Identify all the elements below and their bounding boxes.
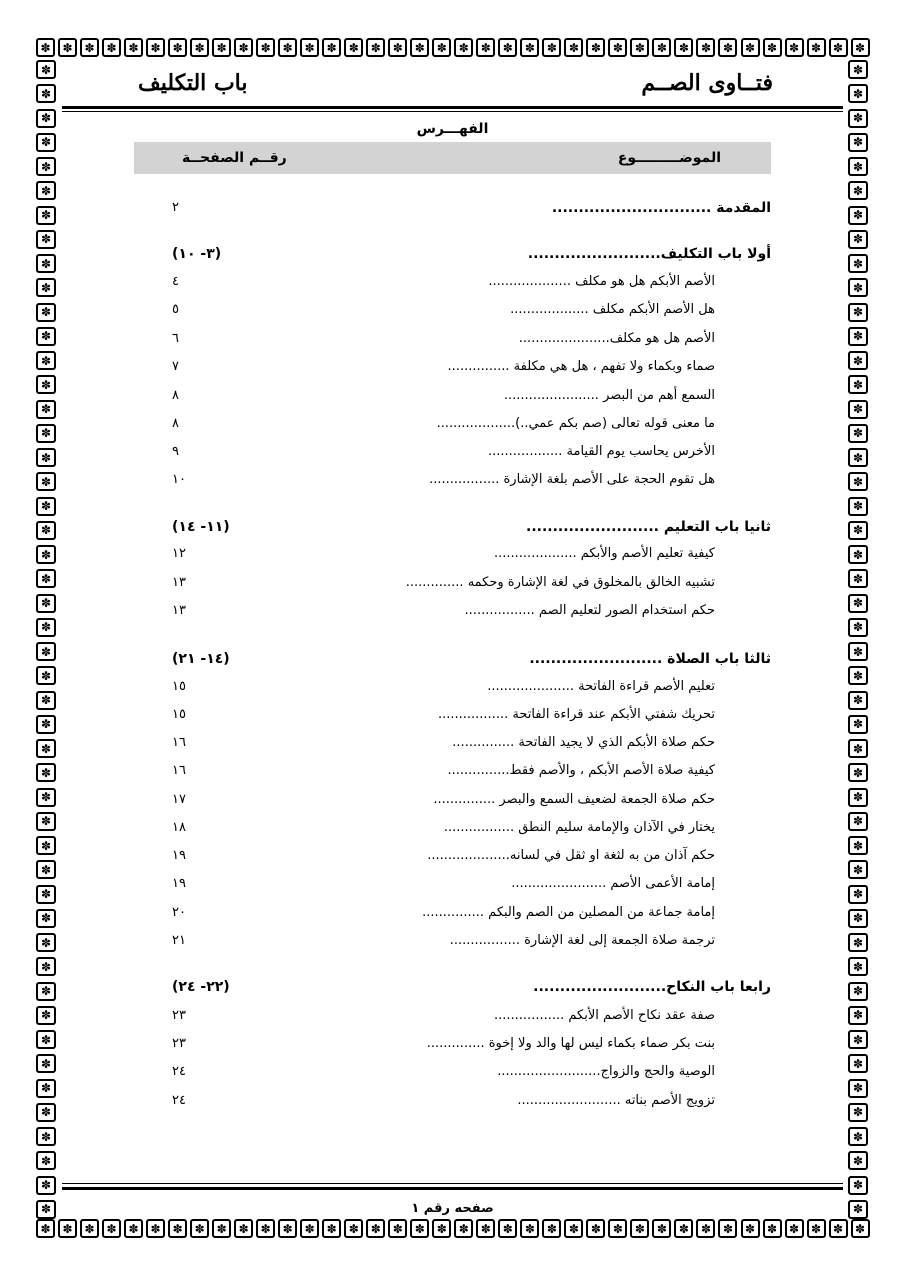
ornament-tile-icon: ✽ [36, 448, 56, 467]
ornament-tile-icon: ✽ [344, 38, 363, 57]
ornament-tile-icon: ✽ [696, 1219, 715, 1238]
ornament-tile-icon: ✽ [36, 1176, 56, 1195]
ornament-tile-icon: ✽ [454, 1219, 473, 1238]
ornament-tile-icon: ✽ [718, 38, 737, 57]
toc-entry-title: إمامة جماعة من المصلين من الصم والبكم ............... [422, 905, 715, 920]
toc-entry-row [134, 359, 771, 379]
toc-entry-row [134, 1093, 771, 1113]
ornament-tile-icon: ✽ [763, 38, 782, 57]
ornament-tile-icon: ✽ [58, 1219, 77, 1238]
ornament-tile-icon: ✽ [848, 1103, 868, 1122]
ornament-tile-icon: ✽ [36, 327, 56, 346]
ornament-tile-icon: ✽ [807, 38, 826, 57]
toc-section-row [134, 519, 771, 539]
ornament-tile-icon: ✽ [476, 38, 495, 57]
ornament-tile-icon: ✽ [212, 38, 231, 57]
toc-entry-title: صفة عقد نكاح الأصم الأبكم ................. [494, 1008, 715, 1023]
ornament-tile-icon: ✽ [300, 38, 319, 57]
ornament-tile-icon: ✽ [366, 1219, 385, 1238]
toc-entry-row [134, 820, 771, 840]
ornament-tile-icon: ✽ [848, 715, 868, 734]
toc-entry-page: ٦ [172, 331, 179, 346]
ornament-tile-icon: ✽ [388, 38, 407, 57]
toc-entry-page: ٢٤ [172, 1093, 186, 1108]
ornament-tile-icon: ✽ [36, 1103, 56, 1122]
toc-entry-row [134, 1064, 771, 1084]
header-rule-thin [62, 111, 843, 112]
toc-entry-row [134, 416, 771, 436]
ornament-tile-icon: ✽ [586, 1219, 605, 1238]
toc-entry-title: يختار في الآذان والإمامة سليم النطق ................. [443, 820, 715, 835]
ornament-tile-icon: ✽ [848, 351, 868, 370]
toc-entry-row [134, 707, 771, 727]
ornament-tile-icon: ✽ [36, 715, 56, 734]
ornament-tile-icon: ✽ [146, 1219, 165, 1238]
ornament-tile-icon: ✽ [322, 38, 341, 57]
ornament-tile-icon: ✽ [212, 1219, 231, 1238]
chapter-title: باب التكليف [138, 70, 248, 96]
ornament-tile-icon: ✽ [807, 1219, 826, 1238]
ornament-tile-icon: ✽ [848, 1151, 868, 1170]
ornament-tile-icon: ✽ [848, 545, 868, 564]
toc-entry-page: ٢٣ [172, 1008, 186, 1023]
ornament-tile-icon: ✽ [36, 254, 56, 273]
ornament-tile-icon: ✽ [36, 909, 56, 928]
ornament-tile-icon: ✽ [674, 38, 693, 57]
toc-entry-row [134, 792, 771, 812]
ornament-tile-icon: ✽ [741, 38, 760, 57]
ornament-tile-icon: ✽ [36, 181, 56, 200]
toc-entry-row [134, 876, 771, 896]
toc-entry-title: هل الأصم الأبكم مكلف ................... [510, 302, 715, 317]
toc-entry-row [134, 575, 771, 595]
ornament-tile-icon: ✽ [36, 230, 56, 249]
toc-entry-page: ١٥ [172, 707, 186, 722]
toc-entry-page: ٨ [172, 416, 179, 431]
ornament-tile-icon: ✽ [36, 642, 56, 661]
toc-entry-page: ١٧ [172, 792, 186, 807]
ornament-tile-icon: ✽ [542, 38, 561, 57]
ornament-tile-icon: ✽ [102, 1219, 121, 1238]
toc-entry-title: الأخرس يحاسب يوم القيامة .................. [488, 444, 715, 459]
toc-entry-title: بنت بكر صماء بكماء ليس لها والد ولا إخوة .............. [426, 1036, 715, 1051]
toc-entry-page: ٧ [172, 359, 179, 374]
toc-entry-page: ١٦ [172, 763, 186, 778]
ornament-tile-icon: ✽ [848, 133, 868, 152]
ornament-tile-icon: ✽ [476, 1219, 495, 1238]
ornament-tile-icon: ✽ [848, 666, 868, 685]
ornament-tile-icon: ✽ [36, 400, 56, 419]
toc-entry-page: ١٩ [172, 848, 186, 863]
ornament-tile-icon: ✽ [848, 763, 868, 782]
ornament-tile-icon: ✽ [366, 38, 385, 57]
toc-section-row [134, 200, 771, 220]
ornament-tile-icon: ✽ [848, 860, 868, 879]
ornament-tile-icon: ✽ [36, 763, 56, 782]
toc-entry-row [134, 1036, 771, 1056]
toc-entry-row [134, 546, 771, 566]
toc-entry-title: ما معنى قوله تعالى (صم بكم عمي..)................... [436, 416, 715, 431]
ornament-tile-icon: ✽ [36, 666, 56, 685]
toc-entry-page: ٨ [172, 388, 179, 403]
ornament-tile-icon: ✽ [741, 1219, 760, 1238]
header-rule-thick [62, 106, 843, 109]
toc-entry-page: (٢٢- ٢٤) [172, 979, 230, 995]
ornament-tile-icon: ✽ [36, 1200, 56, 1219]
toc-entry-title: أولا باب التكليف......................... [527, 246, 771, 262]
toc-entry-title: تزويج الأصم بناته ......................... [517, 1093, 715, 1108]
toc-entry-title: الوصية والحج والزواج......................... [497, 1064, 715, 1079]
ornament-tile-icon: ✽ [36, 38, 55, 57]
toc-entry-row [134, 679, 771, 699]
toc-entry-row [134, 302, 771, 322]
ornament-tile-icon: ✽ [848, 788, 868, 807]
ornament-tile-icon: ✽ [848, 885, 868, 904]
ornament-tile-icon: ✽ [848, 594, 868, 613]
ornament-tile-icon: ✽ [848, 909, 868, 928]
toc-entry-row [134, 603, 771, 623]
toc-entry-page: ٢٤ [172, 1064, 186, 1079]
toc-entry-page: ١٣ [172, 603, 186, 618]
ornament-tile-icon: ✽ [410, 1219, 429, 1238]
ornament-tile-icon: ✽ [848, 1176, 868, 1195]
toc-entry-page: ١٠ [172, 472, 186, 487]
toc-entry-title: تعليم الأصم قراءة الفاتحة ..................... [487, 679, 715, 694]
toc-entry-title: إمامة الأعمى الأصم ....................... [511, 876, 715, 891]
ornament-tile-icon: ✽ [190, 38, 209, 57]
ornament-tile-icon: ✽ [848, 1079, 868, 1098]
ornament-tile-icon: ✽ [36, 812, 56, 831]
toc-entry-row [134, 331, 771, 351]
ornament-tile-icon: ✽ [848, 618, 868, 637]
toc-entry-page: (٣- ١٠) [172, 246, 222, 262]
ornament-tile-icon: ✽ [36, 303, 56, 322]
ornament-tile-icon: ✽ [36, 351, 56, 370]
toc-entry-page: ٢١ [172, 933, 186, 948]
ornament-tile-icon: ✽ [652, 38, 671, 57]
ornament-tile-icon: ✽ [36, 1151, 56, 1170]
ornament-tile-icon: ✽ [36, 521, 56, 540]
ornament-tile-icon: ✽ [36, 691, 56, 710]
left-ornament-border [36, 60, 58, 1219]
ornament-tile-icon: ✽ [848, 497, 868, 516]
ornament-tile-icon: ✽ [763, 1219, 782, 1238]
toc-section-row [134, 979, 771, 999]
ornament-tile-icon: ✽ [848, 982, 868, 1001]
ornament-tile-icon: ✽ [36, 982, 56, 1001]
ornament-tile-icon: ✽ [848, 1200, 868, 1219]
toc-entry-row [134, 472, 771, 492]
ornament-tile-icon: ✽ [848, 400, 868, 419]
ornament-tile-icon: ✽ [848, 84, 868, 103]
toc-column-header [134, 142, 771, 174]
ornament-tile-icon: ✽ [848, 448, 868, 467]
ornament-tile-icon: ✽ [498, 1219, 517, 1238]
ornament-tile-icon: ✽ [36, 206, 56, 225]
ornament-tile-icon: ✽ [300, 1219, 319, 1238]
ornament-tile-icon: ✽ [630, 38, 649, 57]
top-ornament-border [36, 38, 870, 60]
toc-entry-title: حكم آذان من به لثغة او ثقل في لسانه.................... [427, 848, 715, 863]
ornament-tile-icon: ✽ [848, 1054, 868, 1073]
toc-entry-page: ٢٠ [172, 905, 186, 920]
toc-entry-row [134, 933, 771, 953]
ornament-tile-icon: ✽ [58, 38, 77, 57]
toc-entry-row [134, 274, 771, 294]
toc-entry-row [134, 444, 771, 464]
ornament-tile-icon: ✽ [256, 38, 275, 57]
ornament-tile-icon: ✽ [36, 1054, 56, 1073]
ornament-tile-icon: ✽ [36, 545, 56, 564]
toc-entry-page: ٢ [172, 200, 179, 215]
ornament-tile-icon: ✽ [848, 109, 868, 128]
toc-entry-title: ثالثا باب الصلاة ......................... [529, 651, 771, 667]
toc-entry-page: ٤ [172, 274, 179, 289]
ornament-tile-icon: ✽ [278, 1219, 297, 1238]
ornament-tile-icon: ✽ [848, 230, 868, 249]
ornament-tile-icon: ✽ [36, 109, 56, 128]
ornament-tile-icon: ✽ [36, 618, 56, 637]
ornament-tile-icon: ✽ [322, 1219, 341, 1238]
ornament-tile-icon: ✽ [848, 521, 868, 540]
ornament-tile-icon: ✽ [848, 424, 868, 443]
ornament-tile-icon: ✽ [36, 1006, 56, 1025]
ornament-tile-icon: ✽ [498, 38, 517, 57]
ornament-tile-icon: ✽ [36, 836, 56, 855]
ornament-tile-icon: ✽ [696, 38, 715, 57]
ornament-tile-icon: ✽ [848, 1127, 868, 1146]
ornament-tile-icon: ✽ [234, 38, 253, 57]
right-ornament-border [848, 60, 870, 1219]
ornament-tile-icon: ✽ [80, 38, 99, 57]
ornament-tile-icon: ✽ [848, 254, 868, 273]
toc-entry-title: كيفية صلاة الأصم الأبكم ، والأصم فقط............... [447, 763, 715, 778]
toc-entry-page: ١٩ [172, 876, 186, 891]
toc-entry-page: (١٤- ٢١) [172, 651, 230, 667]
toc-entry-title: الأصم الأبكم هل هو مكلف .................... [488, 274, 715, 289]
ornament-tile-icon: ✽ [564, 1219, 583, 1238]
toc-entry-page: ١٨ [172, 820, 186, 835]
ornament-tile-icon: ✽ [848, 812, 868, 831]
ornament-tile-icon: ✽ [124, 1219, 143, 1238]
ornament-tile-icon: ✽ [80, 1219, 99, 1238]
ornament-tile-icon: ✽ [36, 472, 56, 491]
toc-entry-row [134, 848, 771, 868]
toc-entry-page: ٥ [172, 302, 179, 317]
ornament-tile-icon: ✽ [36, 885, 56, 904]
toc-entry-title: ثانيا باب التعليم ......................... [526, 519, 771, 535]
ornament-tile-icon: ✽ [454, 38, 473, 57]
ornament-tile-icon: ✽ [829, 38, 848, 57]
ornament-tile-icon: ✽ [36, 594, 56, 613]
ornament-tile-icon: ✽ [652, 1219, 671, 1238]
toc-entry-page: ١٣ [172, 575, 186, 590]
toc-entry-page: ١٢ [172, 546, 186, 561]
ornament-tile-icon: ✽ [432, 1219, 451, 1238]
ornament-tile-icon: ✽ [630, 1219, 649, 1238]
ornament-tile-icon: ✽ [168, 1219, 187, 1238]
toc-entry-page: (١١- ١٤) [172, 519, 230, 535]
ornament-tile-icon: ✽ [36, 1219, 55, 1238]
toc-entry-title: حكم صلاة الجمعة لضعيف السمع والبصر ............... [433, 792, 715, 807]
ornament-tile-icon: ✽ [718, 1219, 737, 1238]
toc-entry-page: ١٦ [172, 735, 186, 750]
ornament-tile-icon: ✽ [848, 472, 868, 491]
ornament-tile-icon: ✽ [36, 788, 56, 807]
ornament-tile-icon: ✽ [848, 303, 868, 322]
toc-title: الفهـــرس [416, 121, 489, 137]
ornament-tile-icon: ✽ [542, 1219, 561, 1238]
ornament-tile-icon: ✽ [848, 739, 868, 758]
ornament-tile-icon: ✽ [520, 38, 539, 57]
ornament-tile-icon: ✽ [36, 278, 56, 297]
ornament-tile-icon: ✽ [36, 1127, 56, 1146]
ornament-tile-icon: ✽ [36, 60, 56, 79]
ornament-tile-icon: ✽ [520, 1219, 539, 1238]
ornament-tile-icon: ✽ [674, 1219, 693, 1238]
toc-entry-title: رابعا باب النكاح......................... [533, 979, 771, 995]
ornament-tile-icon: ✽ [848, 181, 868, 200]
ornament-tile-icon: ✽ [36, 84, 56, 103]
ornament-tile-icon: ✽ [36, 375, 56, 394]
toc-entry-title: صماء وبكماء ولا تفهم ، هل هي مكلفة ............... [447, 359, 715, 374]
toc-entry-title: الأصم هل هو مكلف...................... [518, 331, 715, 346]
toc-entry-title: حكم صلاة الأبكم الذي لا يجيد الفاتحة ............... [452, 735, 715, 750]
toc-entry-row [134, 763, 771, 783]
ornament-tile-icon: ✽ [848, 933, 868, 952]
toc-entry-page: ٩ [172, 444, 179, 459]
toc-entry-row [134, 388, 771, 408]
ornament-tile-icon: ✽ [410, 38, 429, 57]
footer-rule-thin [62, 1183, 843, 1184]
column-topic-label: الموضـــــــــوع [617, 150, 721, 166]
ornament-tile-icon: ✽ [848, 60, 868, 79]
toc-section-row [134, 651, 771, 671]
ornament-tile-icon: ✽ [168, 38, 187, 57]
page-header [62, 62, 843, 110]
toc-entry-title: هل تقوم الحجة على الأصم بلغة الإشارة ................. [429, 472, 715, 487]
toc-entry-title: ترجمة صلاة الجمعة إلى لغة الإشارة ................. [449, 933, 715, 948]
toc-entry-title: المقدمة .............................. [551, 200, 771, 216]
ornament-tile-icon: ✽ [608, 1219, 627, 1238]
ornament-tile-icon: ✽ [848, 206, 868, 225]
bottom-ornament-border [36, 1219, 870, 1241]
toc-entry-row [134, 735, 771, 755]
ornament-tile-icon: ✽ [278, 38, 297, 57]
ornament-tile-icon: ✽ [124, 38, 143, 57]
ornament-tile-icon: ✽ [36, 933, 56, 952]
ornament-tile-icon: ✽ [851, 1219, 870, 1238]
ornament-tile-icon: ✽ [432, 38, 451, 57]
ornament-tile-icon: ✽ [234, 1219, 253, 1238]
ornament-tile-icon: ✽ [785, 38, 804, 57]
ornament-tile-icon: ✽ [848, 375, 868, 394]
ornament-tile-icon: ✽ [848, 1006, 868, 1025]
ornament-tile-icon: ✽ [36, 497, 56, 516]
ornament-tile-icon: ✽ [851, 38, 870, 57]
ornament-tile-icon: ✽ [848, 642, 868, 661]
ornament-tile-icon: ✽ [848, 569, 868, 588]
toc-entry-title: تشبيه الخالق بالمخلوق في لغة الإشارة وحكمه .............. [405, 575, 715, 590]
ornament-tile-icon: ✽ [848, 836, 868, 855]
ornament-tile-icon: ✽ [344, 1219, 363, 1238]
toc-section-row [134, 246, 771, 266]
ornament-tile-icon: ✽ [586, 38, 605, 57]
ornament-tile-icon: ✽ [785, 1219, 804, 1238]
ornament-tile-icon: ✽ [190, 1219, 209, 1238]
toc-entry-title: كيفية تعليم الأصم والأبكم .................... [494, 546, 715, 561]
page-number-label: صفحه رقم ١ [411, 1201, 494, 1216]
column-page-label: رقــم الصفحــة [182, 150, 287, 166]
ornament-tile-icon: ✽ [102, 38, 121, 57]
ornament-tile-icon: ✽ [36, 860, 56, 879]
ornament-tile-icon: ✽ [848, 157, 868, 176]
ornament-tile-icon: ✽ [36, 957, 56, 976]
ornament-tile-icon: ✽ [848, 1030, 868, 1049]
ornament-tile-icon: ✽ [36, 569, 56, 588]
footer-rule-thick [62, 1187, 843, 1190]
toc-entry-page: ١٥ [172, 679, 186, 694]
ornament-tile-icon: ✽ [256, 1219, 275, 1238]
toc-entry-page: ٢٣ [172, 1036, 186, 1051]
ornament-tile-icon: ✽ [848, 957, 868, 976]
toc-entry-row [134, 1008, 771, 1028]
toc-entry-title: تحريك شفتي الأبكم عند قراءة الفاتحة ................. [437, 707, 715, 722]
toc-entry-title: حكم استخدام الصور لتعليم الصم ................. [464, 603, 715, 618]
ornament-tile-icon: ✽ [36, 157, 56, 176]
ornament-tile-icon: ✽ [848, 278, 868, 297]
ornament-tile-icon: ✽ [36, 1030, 56, 1049]
ornament-tile-icon: ✽ [36, 1079, 56, 1098]
ornament-tile-icon: ✽ [36, 739, 56, 758]
ornament-tile-icon: ✽ [36, 133, 56, 152]
ornament-tile-icon: ✽ [564, 38, 583, 57]
ornament-tile-icon: ✽ [388, 1219, 407, 1238]
ornament-tile-icon: ✽ [829, 1219, 848, 1238]
toc-entry-title: السمع أهم من البصر ....................... [503, 388, 715, 403]
toc-entry-row [134, 905, 771, 925]
ornament-tile-icon: ✽ [36, 424, 56, 443]
book-title: فتــاوى الصــم [641, 70, 773, 96]
ornament-tile-icon: ✽ [608, 38, 627, 57]
ornament-tile-icon: ✽ [146, 38, 165, 57]
ornament-tile-icon: ✽ [848, 691, 868, 710]
ornament-tile-icon: ✽ [848, 327, 868, 346]
